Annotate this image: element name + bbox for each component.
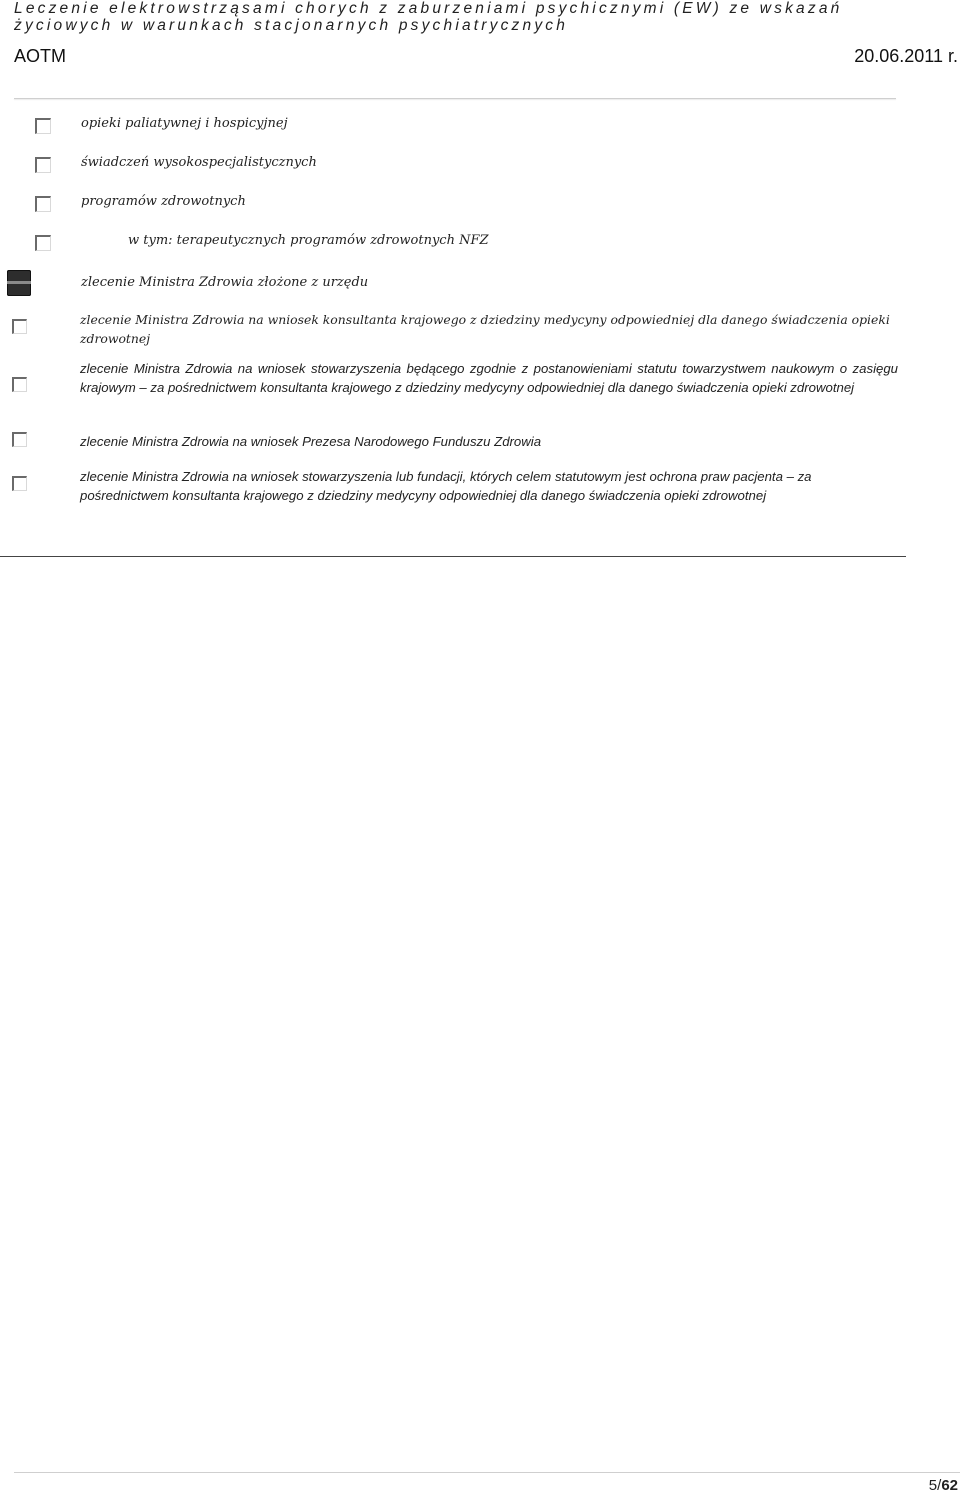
- checkbox-nfz-therapeutic-programs[interactable]: [35, 235, 51, 251]
- page-number: [929, 1477, 958, 1494]
- option-label-scientific-society: zlecenie Ministra Zdrowia na wniosek stowarzyszenia będącego zgodnie z postanowieniami statutu towarzystwem naukowym o zasięgu krajowym – za pośrednictwem konsultanta krajowego z dziedziny medycyny odpowiedniej dla danego świadczenia opieki zdrowotnej: [80, 361, 898, 395]
- option-label-national-consultant: zlecenie Ministra Zdrowia na wniosek konsultanta krajowego z dziedziny medycyny odpowiedniej dla danego świadczenia opieki zdrowotnej: [80, 312, 890, 346]
- checkbox-palliative-care[interactable]: [35, 118, 51, 134]
- checkbox-scientific-society[interactable]: [12, 377, 27, 392]
- option-label-nfz-therapeutic-programs: w tym: terapeutycznych programów zdrowotnych NFZ: [128, 233, 489, 248]
- checkbox-checked-mark-icon: [7, 281, 31, 284]
- checkbox-patient-rights[interactable]: [12, 476, 27, 491]
- checkbox-nfz-president[interactable]: [12, 432, 27, 447]
- checkbox-national-consultant[interactable]: [12, 319, 27, 334]
- option-label-highly-specialized: świadczeń wysokospecjalistycznych: [81, 155, 317, 170]
- document-date: 20.06.2011 r.: [854, 46, 958, 66]
- option-label-minister-ex-officio: zlecenie Ministra Zdrowia złożone z urzędu: [81, 275, 369, 290]
- document-title-line-2: życiowych w warunkach stacjonarnych psychiatrycznych: [14, 17, 569, 34]
- checkbox-health-programs[interactable]: [35, 196, 51, 212]
- checkbox-highly-specialized[interactable]: [35, 157, 51, 173]
- option-label-nfz-president: zlecenie Ministra Zdrowia na wniosek Prezesa Narodowego Funduszu Zdrowia: [80, 434, 542, 449]
- page-current: 5: [928, 1477, 938, 1494]
- document-title-line-1: Leczenie elektrowstrząsami chorych z zaburzeniami psychicznymi (EW) ze wskazań: [14, 0, 843, 17]
- option-label-patient-rights: zlecenie Ministra Zdrowia na wniosek stowarzyszenia lub fundacji, których celem statutowym jest ochrona praw pacjenta – za pośrednictwem konsultanta krajowego z dziedziny medycyny odpowiedniej dla danego świadczenia opieki zdrowotnej: [80, 469, 812, 503]
- header-divider: [14, 98, 896, 99]
- checkbox-minister-ex-officio[interactable]: [7, 270, 31, 296]
- option-label-palliative-care: opieki paliatywnej i hospicyjnej: [81, 116, 288, 131]
- footer-divider: [14, 1472, 960, 1473]
- organization-name: AOTM: [14, 46, 66, 66]
- page-total: 62: [941, 1477, 958, 1494]
- option-label-health-programs: programów zdrowotnych: [81, 194, 246, 209]
- page-separator: /: [937, 1477, 942, 1494]
- section-divider: [0, 556, 906, 557]
